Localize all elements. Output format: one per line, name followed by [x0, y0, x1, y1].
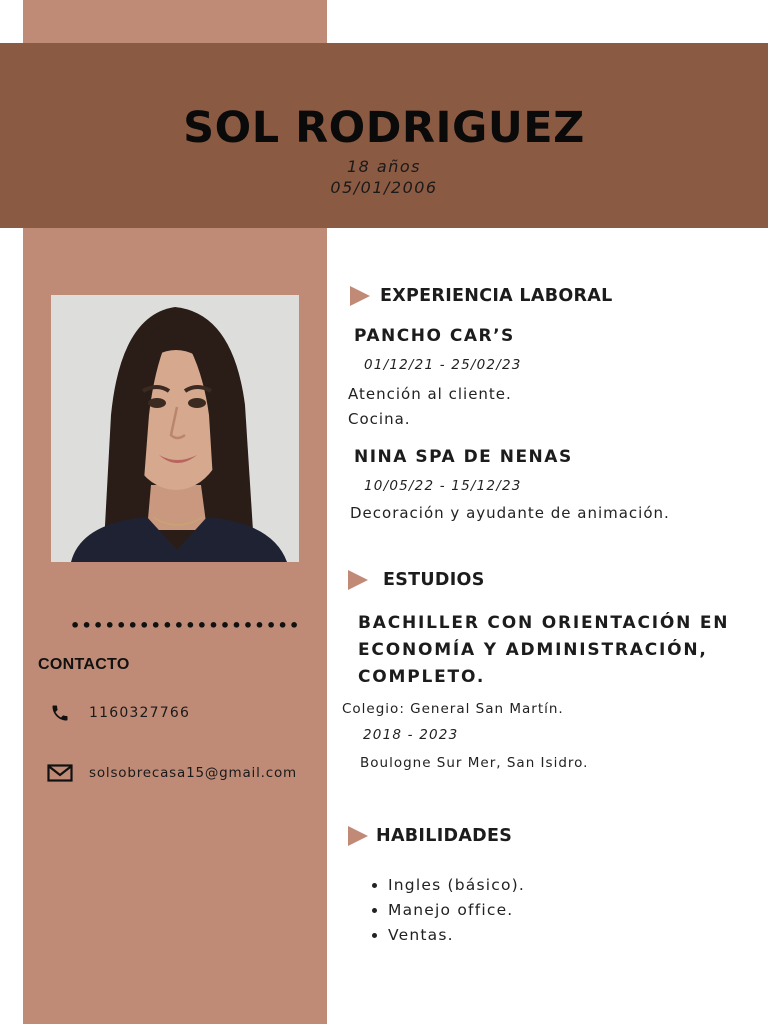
education-heading — [348, 570, 485, 590]
school-name: Colegio: General San Martín. — [342, 701, 564, 717]
skills-title: HABILIDADES — [376, 826, 513, 846]
email-address[interactable]: solsobrecasa15@gmail.com — [89, 765, 297, 781]
triangle-bullet-icon — [348, 570, 368, 590]
job-task: Cocina. — [348, 410, 411, 428]
list-item: • Ingles (básico). — [388, 873, 525, 898]
list-item: • Ventas. — [388, 923, 525, 948]
job-company: NINA SPA DE NENAS — [354, 447, 573, 467]
phone-icon — [46, 703, 74, 723]
job-task: Atención al cliente. — [348, 385, 512, 403]
degree-title — [358, 610, 758, 691]
education-title: ESTUDIOS — [383, 570, 485, 590]
triangle-bullet-icon — [350, 286, 370, 306]
degree-line: BACHILLER CON ORIENTACIÓN EN — [358, 613, 730, 633]
birthdate-text: 05/01/2006 — [330, 178, 438, 197]
experience-heading — [350, 286, 613, 306]
skills-heading — [348, 826, 512, 846]
phone-number[interactable]: 1160327766 — [89, 705, 191, 721]
job-dates: 01/12/21 - 25/02/23 — [364, 357, 522, 373]
degree-line: ECONOMÍA Y ADMINISTRACIÓN, — [358, 640, 708, 660]
contact-email-row — [46, 763, 297, 783]
contact-phone-row — [46, 703, 190, 723]
job-dates: 10/05/22 - 15/12/23 — [364, 478, 522, 494]
envelope-icon — [46, 763, 74, 783]
degree-line: COMPLETO. — [358, 667, 486, 687]
triangle-bullet-icon — [348, 826, 368, 846]
contact-title: CONTACTO — [38, 656, 130, 673]
education-years: 2018 - 2023 — [363, 727, 459, 743]
list-item: • Manejo office. — [388, 898, 525, 923]
age-text: 18 años — [346, 157, 421, 176]
job-task: Decoración y ayudante de animación. — [350, 504, 670, 522]
profile-photo — [51, 295, 299, 562]
skills-list — [366, 873, 525, 948]
school-location: Boulogne Sur Mer, San Isidro. — [360, 755, 589, 771]
experience-title: EXPERIENCIA LABORAL — [380, 286, 613, 306]
job-company: PANCHO CAR’S — [354, 326, 515, 346]
decorative-dots: •••••••••••••••••••• — [70, 616, 301, 635]
page-title: SOL RODRIGUEZ — [183, 103, 585, 153]
